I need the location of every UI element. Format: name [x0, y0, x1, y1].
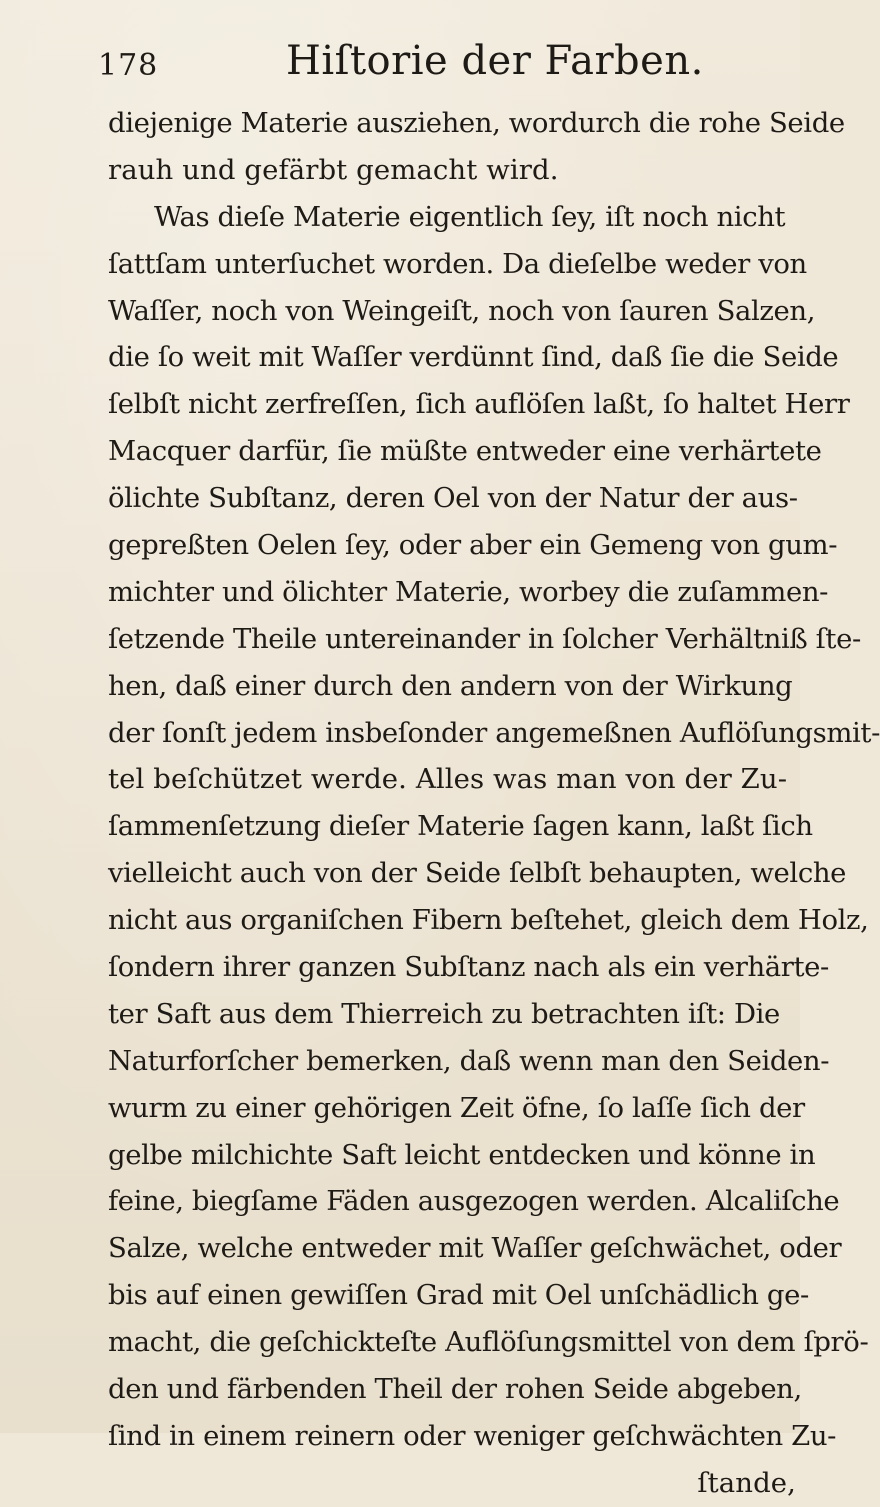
text-line: ſelbſt nicht zerfreſſen, ſich auflöſen laßt, ſo haltet Herr [108, 388, 850, 421]
body-text [108, 100, 880, 1507]
text-line: wurm zu einer gehörigen Zeit öfne, ſo laſſe ſich der [108, 1091, 805, 1124]
text-line: den und färbenden Theil der rohen Seide abgeben, [108, 1373, 802, 1406]
text-line: tel beſchützet werde. Alles was man von der Zu- [108, 763, 788, 796]
text-line: feine, biegſame Fäden ausgezogen werden. Alcaliſche [108, 1185, 840, 1218]
text-line: ſetzende Theile untereinander in ſolcher Verhältniß ſte- [108, 622, 861, 655]
text-line: der ſonſt jedem insbeſonder angemeßnen Auflöſungsmit- [108, 716, 880, 749]
catchword: ſtande, [697, 1466, 796, 1499]
text-line: gepreßten Oelen ſey, oder aber ein Gemeng von gum- [108, 529, 838, 562]
text-line: Macquer darfür, ſie müßte entweder eine verhärtete [108, 435, 822, 468]
text-line: die ſo weit mit Waſſer verdünnt ſind, daß ſie die Seide [108, 341, 839, 374]
page-header [0, 0, 800, 100]
paragraph-first-line: Was dieſe Materie eigentlich ſey, iſt noch nicht [154, 200, 786, 233]
text-line: macht, die geſchickteſte Auflöſungsmittel von dem ſprö- [108, 1326, 869, 1359]
text-line: ſattſam unterſuchet worden. Da dieſelbe weder von [108, 247, 807, 280]
text-line: Naturforſcher bemerken, daß wenn man den Seiden- [108, 1044, 830, 1077]
running-title: Hiſtorie der Farben. [286, 38, 704, 84]
text-line: gelbe milchichte Saft leicht entdecken und könne in [108, 1138, 816, 1171]
text-line: rauh und gefärbt gemacht wird. [108, 153, 559, 186]
text-line: ter Saft aus dem Thierreich zu betrachten iſt: Die [108, 997, 780, 1030]
text-line: Salze, welche entweder mit Waſſer geſchwächet, oder [108, 1232, 842, 1265]
text-line: ſammenſetzung dieſer Materie ſagen kann, laßt ſich [108, 810, 813, 843]
text-line: ſind in einem reinern oder weniger geſchwächten Zu- [108, 1419, 837, 1452]
text-line: Waſſer, noch von Weingeiſt, noch von ſauren Salzen, [108, 294, 816, 327]
text-line: hen, daß einer durch den andern von der Wirkung [108, 669, 793, 702]
text-line: bis auf einen gewiſſen Grad mit Oel unſchädlich ge- [108, 1279, 809, 1312]
text-line: ölichte Subſtanz, deren Oel von der Natur der aus- [108, 482, 798, 515]
text-line: ſondern ihrer ganzen Subſtanz nach als ein verhärte- [108, 951, 829, 984]
page-number: 178 [98, 48, 159, 83]
text-line: vielleicht auch von der Seide ſelbſt behaupten, welche [108, 857, 847, 890]
text-line: diejenige Materie ausziehen, wordurch die rohe Seide [108, 107, 845, 139]
text-line: nicht aus organiſchen Fibern beſtehet, gleich dem Holz, [108, 904, 869, 937]
text-line: michter und ölichter Materie, worbey die zuſammen- [108, 575, 829, 608]
